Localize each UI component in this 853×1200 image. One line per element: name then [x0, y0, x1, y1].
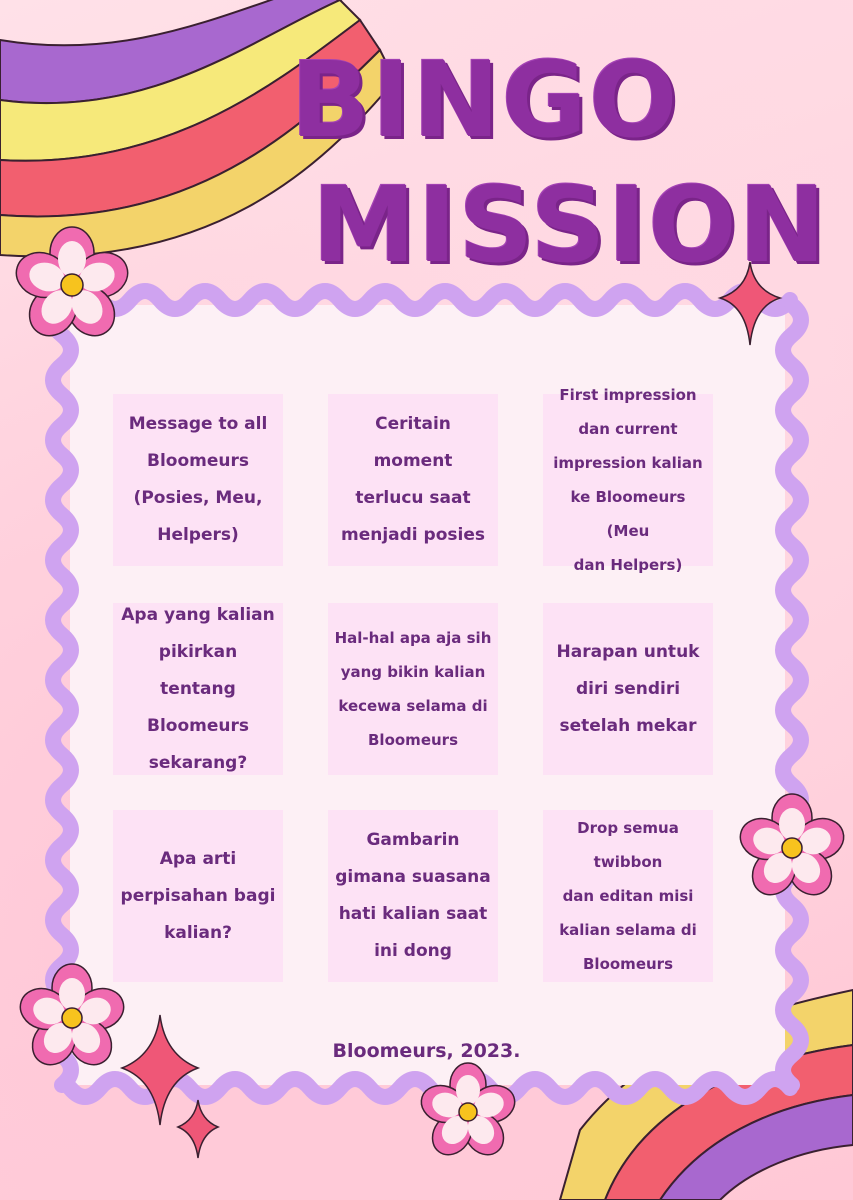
- bingo-card: Apa yang kalian pikirkan tentang Bloomeurs sekarang?: [113, 603, 283, 775]
- bingo-card: Ceritain moment terlucu saat menjadi posies: [328, 394, 498, 566]
- sparkle-icon: [178, 1100, 218, 1158]
- bingo-card: Hal-hal apa aja sih yang bikin kalian kecewa selama di Bloomeurs: [328, 603, 498, 775]
- footer-signature: Bloomeurs, 2023.: [332, 1040, 521, 1062]
- bingo-card: Drop semua twibbon dan editan misi kalian selama di Bloomeurs: [543, 810, 713, 982]
- bingo-card: First impression dan current impression kalian ke Bloomeurs (Meu dan Helpers): [543, 394, 713, 566]
- title-line-mission: MISSION: [312, 164, 828, 286]
- title-line-bingo: BINGO: [290, 39, 680, 161]
- bingo-card: Message to all Bloomeurs (Posies, Meu, Helpers): [113, 394, 283, 566]
- bingo-card: Gambarin gimana suasana hati kalian saat ini dong: [328, 810, 498, 982]
- bingo-card: Harapan untuk diri sendiri setelah mekar: [543, 603, 713, 775]
- bingo-card: Apa arti perpisahan bagi kalian?: [113, 810, 283, 982]
